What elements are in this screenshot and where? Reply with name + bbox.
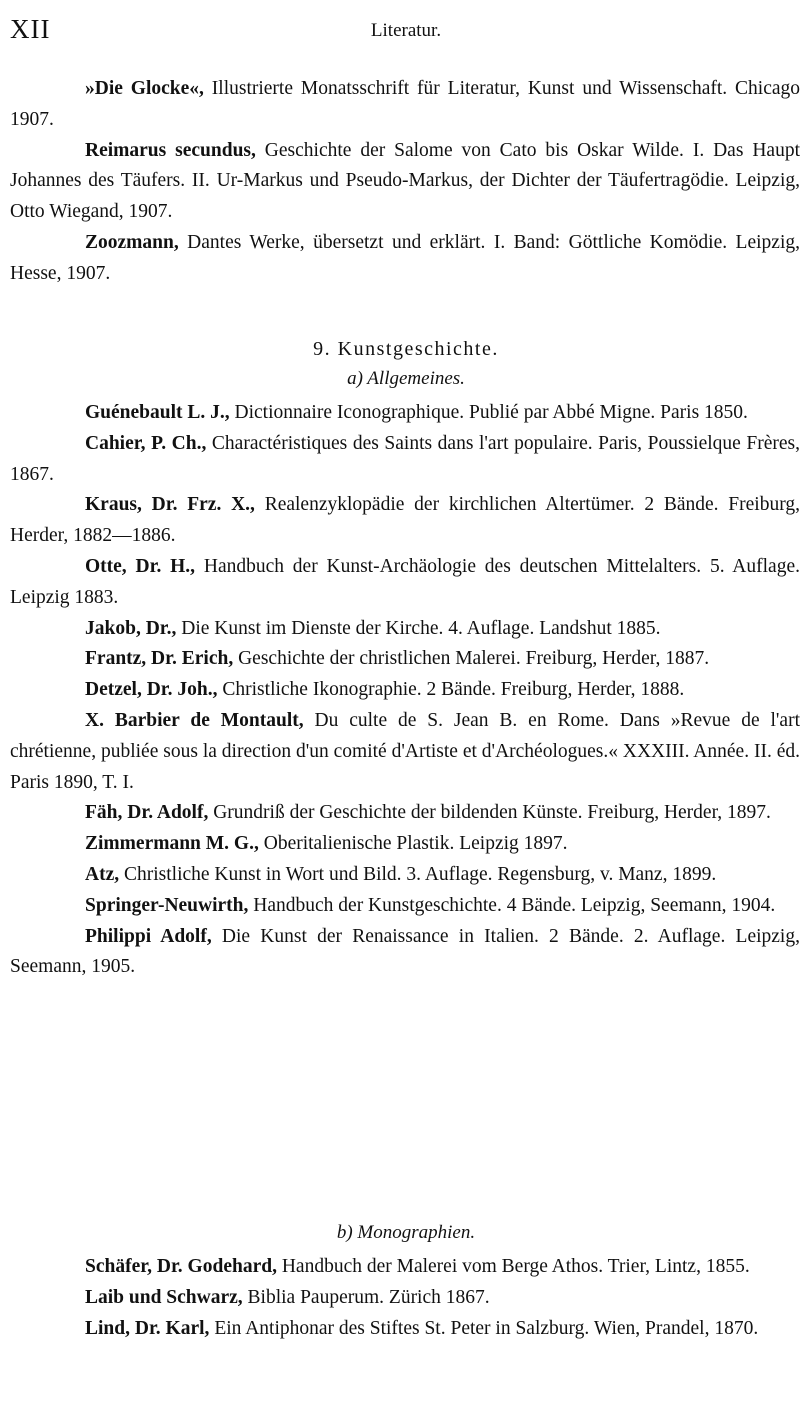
- bibliography-entry: [10, 644, 800, 675]
- entry-text: Du culte de S. Jean B. en Rome. Dans »Revue de l'art chrétienne, publiée sous la direction d'un comité d'Artiste et d'Archéologues.« XXXIII. Année. II. éd. Paris 1890, T. I.: [10, 709, 800, 793]
- bibliography-entry: [10, 1252, 800, 1283]
- bibliography-entry: [10, 398, 800, 429]
- entry-author: Guénebault L. J.,: [85, 402, 230, 423]
- entry-text: Die Kunst der Renaissance in Italien. 2 Bände. 2. Auflage. Leipzig, Seemann, 1905.: [10, 925, 800, 978]
- entry-author: Jakob, Dr.,: [85, 617, 177, 639]
- bibliography-entry: [10, 490, 800, 552]
- entry-author: Fäh, Dr. Adolf,: [85, 802, 209, 824]
- bibliography-entry: [10, 614, 800, 645]
- entry-author: Atz,: [85, 863, 120, 885]
- page-number: XII: [10, 14, 51, 44]
- entry-text: Dictionnaire Iconographique. Publié par Abbé Migne. Paris 1850.: [229, 402, 748, 423]
- bibliography-entry: [10, 798, 800, 829]
- subsection-title-a: a) Allgemeines.: [347, 368, 465, 389]
- entry-author: Philippi Adolf,: [85, 925, 212, 947]
- entry-text: Geschichte der Salome von Cato bis Oskar Wilde. I. Das Haupt Johannes des Täufers. II. Ur-Markus und Pseudo-Markus, der Dichter der Täufertragödie. Leipzig, Otto Wiegand, 1907.: [10, 139, 800, 223]
- entry-author: Cahier, P. Ch.,: [85, 432, 207, 454]
- bibliography-entry: [10, 1283, 800, 1314]
- entry-text: Handbuch der Malerei vom Berge Athos. Trier, Lintz, 1855.: [276, 1256, 750, 1277]
- bibliography-entry: [10, 706, 800, 798]
- entry-author: Zimmermann M. G.,: [85, 833, 259, 855]
- bibliography-entry: [10, 922, 800, 984]
- entry-text: Realenzyklopädie der kirchlichen Altertümer. 2 Bände. Freiburg, Herder, 1882—1886.: [10, 494, 800, 547]
- entry-text: Ein Antiphonar des Stiftes St. Peter in Salzburg. Wien, Prandel, 1870.: [209, 1317, 759, 1339]
- bibliography-entry: [10, 829, 800, 860]
- entry-author: Frantz, Dr. Erich,: [85, 648, 234, 670]
- entry-author: Otte, Dr. H.,: [85, 555, 196, 577]
- running-title: Literatur.: [370, 20, 442, 41]
- bibliography-entry: [10, 1314, 800, 1345]
- entry-author: Springer-Neuwirth,: [85, 894, 249, 916]
- entry-text: Biblia Pauperum. Zürich 1867.: [242, 1286, 490, 1308]
- entries-monographien: [10, 1252, 800, 1344]
- page-header: [10, 14, 802, 54]
- bibliography-entry: [10, 429, 800, 491]
- entry-author: Reimarus secundus,: [85, 139, 256, 161]
- entry-author: X. Barbier de Montault,: [85, 709, 304, 731]
- entry-author: Schäfer, Dr. Godehard,: [85, 1256, 277, 1277]
- bibliography-entry: [10, 136, 800, 228]
- entry-author: Kraus, Dr. Frz. X.,: [85, 494, 255, 516]
- entry-author: »Die Glocke«,: [85, 78, 204, 99]
- entry-text: Charactéristiques des Saints dans l'art populaire. Paris, Poussielque Frères, 1867.: [10, 432, 800, 485]
- entry-text: Handbuch der Kunst-Archäologie des deutschen Mittelalters. 5. Auflage. Leipzig 1883.: [10, 555, 800, 608]
- entry-text: Christliche Kunst in Wort und Bild. 3. Auflage. Regensburg, v. Manz, 1899.: [119, 863, 717, 885]
- entry-text: Illustrierte Monatsschrift für Literatur, Kunst und Wissenschaft. Chicago 1907.: [10, 78, 801, 130]
- entry-text: Oberitalienische Plastik. Leipzig 1897.: [258, 833, 568, 855]
- bibliography-entry: [10, 74, 800, 136]
- entry-text: Dantes Werke, übersetzt und erklärt. I. Band: Göttliche Komödie. Leipzig, Hesse, 1907.: [10, 231, 800, 284]
- section-title: 9. Kunstgeschichte.: [313, 338, 499, 360]
- entry-text: Die Kunst im Dienste der Kirche. 4. Auflage. Landshut 1885.: [176, 617, 661, 639]
- subsection-title-b: b) Monographien.: [336, 1222, 476, 1243]
- bibliography-entry: [10, 228, 800, 290]
- entry-author: Lind, Dr. Karl,: [85, 1317, 210, 1339]
- entry-text: Christliche Ikonographie. 2 Bände. Freiburg, Herder, 1888.: [217, 679, 685, 701]
- entry-author: Detzel, Dr. Joh.,: [85, 679, 218, 701]
- bibliography-entry: [10, 860, 800, 891]
- entry-text: Handbuch der Kunstgeschichte. 4 Bände. Leipzig, Seemann, 1904.: [248, 894, 776, 916]
- bibliography-entry: [10, 891, 800, 922]
- bibliography-entry: [10, 552, 800, 614]
- entry-author: Zoozmann,: [85, 231, 179, 253]
- entry-text: Grundriß der Geschichte der bildenden Künste. Freiburg, Herder, 1897.: [208, 802, 771, 824]
- bibliography-entry: [10, 675, 800, 706]
- entry-author: Laib und Schwarz,: [85, 1286, 243, 1308]
- entry-text: Geschichte der christlichen Malerei. Freiburg, Herder, 1887.: [233, 648, 710, 670]
- intro-entries: [10, 74, 800, 290]
- entries-allgemeines: [10, 398, 800, 983]
